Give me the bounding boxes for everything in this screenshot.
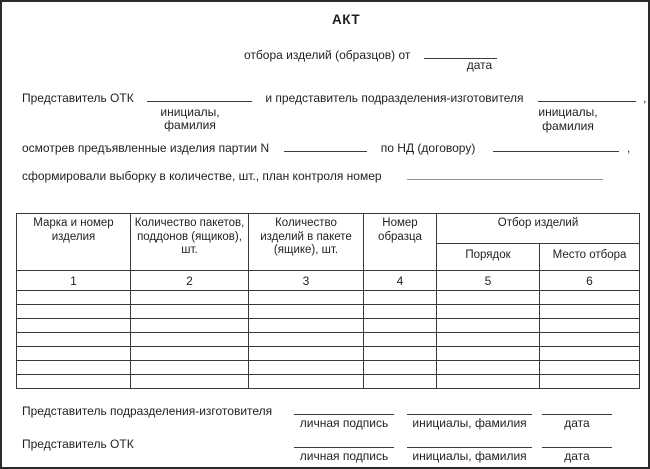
table-empty-row [17, 361, 640, 375]
table-empty-cell [17, 361, 131, 375]
table-empty-cell [437, 375, 540, 389]
table-empty-cell [249, 375, 364, 389]
header-sample-number: Номер образца [364, 214, 437, 271]
signature-block-personal-1 [294, 402, 394, 430]
table-empty-cell [249, 347, 364, 361]
table-empty-cell [437, 361, 540, 375]
table-empty-cell [17, 291, 131, 305]
table-empty-cell [17, 305, 131, 319]
table-empty-cell [540, 361, 640, 375]
table-empty-cell [437, 291, 540, 305]
batch-number-blank [284, 139, 367, 152]
column-number: 3 [249, 271, 364, 291]
signature-label: дата [564, 416, 590, 430]
inspection-line [22, 139, 630, 155]
header-selection-place: Место отбора [540, 244, 640, 271]
sampling-table [16, 213, 640, 389]
manufacturer-name-blank [538, 89, 636, 102]
table-empty-cell [364, 375, 437, 389]
signature-blank [407, 402, 532, 415]
manufacturer-blank-label-line1: инициалы, [538, 105, 598, 119]
table-empty-cell [249, 361, 364, 375]
signature-blank [294, 402, 394, 415]
table-empty-cell [17, 375, 131, 389]
page-title: АКТ [332, 12, 361, 27]
otk-rep-footer-label: Представитель ОТК [22, 437, 134, 451]
signature-block-initials-2 [407, 435, 532, 463]
header-selection-group: Отбор изделий [437, 214, 640, 244]
signature-blank [542, 435, 612, 448]
representatives-line [22, 89, 647, 105]
manufacturer-rep-footer-label: Представитель подразделения-изготовителя [22, 404, 273, 418]
inspection-text-part2: по НД (договору) [380, 141, 476, 155]
table-empty-row [17, 305, 640, 319]
column-number: 5 [437, 271, 540, 291]
table-empty-cell [364, 319, 437, 333]
table-empty-row [17, 319, 640, 333]
subtitle-text: отбора изделий (образцов) от [244, 48, 411, 62]
column-number: 2 [131, 271, 249, 291]
table-empty-cell [131, 333, 249, 347]
table-empty-cell [540, 333, 640, 347]
column-numbers-row [17, 271, 640, 291]
table-empty-row [17, 375, 640, 389]
table-empty-cell [17, 347, 131, 361]
table-empty-cell [437, 305, 540, 319]
signature-blank [407, 435, 532, 448]
table-empty-cell [364, 333, 437, 347]
date-blank-label: дата [466, 58, 493, 72]
table-empty-cell [131, 361, 249, 375]
nd-contract-blank [493, 139, 619, 152]
table-empty-cell [364, 361, 437, 375]
otk-name-blank [147, 89, 252, 102]
table-empty-cell [540, 319, 640, 333]
table-empty-cell [131, 347, 249, 361]
signature-block-date-1 [542, 402, 612, 430]
sampling-line [22, 167, 603, 183]
table-empty-row [17, 291, 640, 305]
table-empty-cell [249, 319, 364, 333]
table-empty-row [17, 333, 640, 347]
table-empty-cell [540, 305, 640, 319]
signature-block-initials-1 [407, 402, 532, 430]
signature-label: инициалы, фамилия [412, 449, 527, 463]
otk-blank-label: инициалы, фамилия [160, 105, 220, 132]
table-empty-cell [364, 291, 437, 305]
table-empty-cell [131, 305, 249, 319]
manufacturer-blank-label-line2: фамилия [542, 119, 594, 133]
table-empty-cell [437, 333, 540, 347]
signature-block-personal-2 [294, 435, 394, 463]
column-number: 6 [540, 271, 640, 291]
table-empty-row [17, 347, 640, 361]
table-empty-cell [17, 333, 131, 347]
header-items-per-package: Количество изделий в пакете (ящике), шт. [249, 214, 364, 271]
table-empty-cell [540, 291, 640, 305]
signature-label: личная подпись [299, 449, 389, 463]
table-empty-cell [131, 319, 249, 333]
column-number: 4 [364, 271, 437, 291]
signature-label: инициалы, фамилия [412, 416, 527, 430]
table-empty-cell [17, 319, 131, 333]
table-header [17, 214, 640, 291]
table-empty-cell [540, 347, 640, 361]
signature-blank [294, 435, 394, 448]
table-empty-cell [131, 375, 249, 389]
sampling-text: сформировали выборку в количестве, шт., план контроля номер [22, 169, 382, 183]
signature-block-date-2 [542, 435, 612, 463]
otk-representative-text: Представитель ОТК [22, 91, 134, 105]
header-product-mark: Марка и номер изделия [17, 214, 131, 271]
control-plan-blank [407, 167, 603, 180]
table-empty-cell [437, 347, 540, 361]
table-body [17, 291, 640, 389]
inspection-text-part1: осмотрев предъявленные изделия партии N [22, 141, 270, 155]
table-empty-cell [364, 347, 437, 361]
signature-label: дата [564, 449, 590, 463]
header-selection-order: Порядок [437, 244, 540, 271]
table-empty-cell [249, 333, 364, 347]
comma-text: , [643, 91, 647, 105]
signature-blank [542, 402, 612, 415]
table-empty-cell [131, 291, 249, 305]
table-empty-cell [437, 319, 540, 333]
header-package-count: Количество пакетов, поддонов (ящиков), шт. [131, 214, 249, 271]
table-empty-cell [364, 305, 437, 319]
manufacturer-representative-text: и представитель подразделения-изготовителя [265, 91, 524, 105]
signature-label: личная подпись [299, 416, 389, 430]
column-number: 1 [17, 271, 131, 291]
table-empty-cell [540, 375, 640, 389]
comma-text: , [627, 141, 631, 155]
table-empty-cell [249, 291, 364, 305]
table-empty-cell [249, 305, 364, 319]
